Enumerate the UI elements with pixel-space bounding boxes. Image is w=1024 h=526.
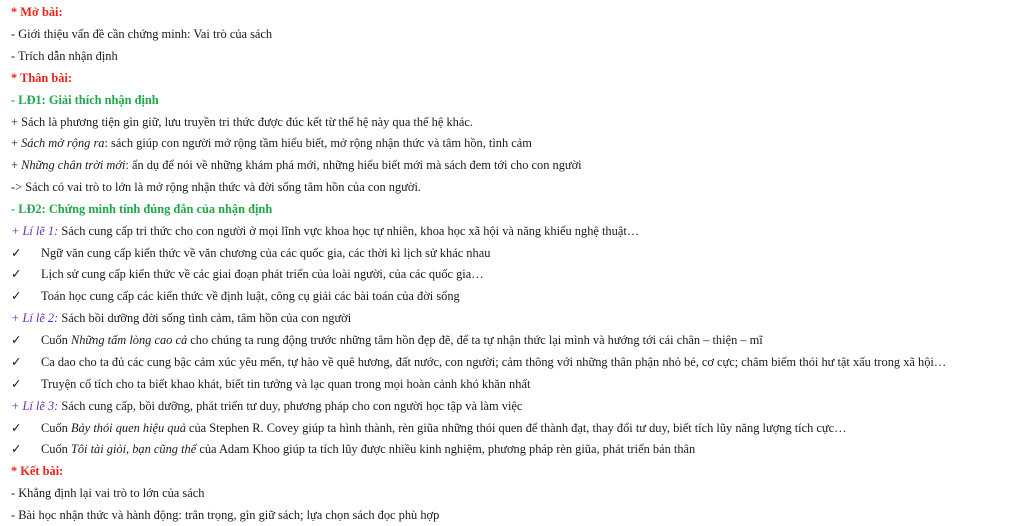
example-text: Ca dao cho ta đủ các cung bậc cảm xúc yêu mến, tự hào về quê hương, đất nước, con người; cảm thông với những thân phận nhỏ bé, cơ cực; châm biếm thói hư tật xấu trong xã hội…	[41, 355, 947, 369]
example-text: của Adam Khoo giúp ta tích lũy được nhiều kinh nghiệm, phương pháp rèn giũa, phát triển bản thân	[196, 442, 696, 456]
heading-ket-bai: * Kết bài:	[11, 464, 64, 478]
argument-2-example-1	[11, 330, 763, 350]
example-text: Cuốn	[41, 333, 71, 347]
check-icon: ✓	[11, 246, 22, 260]
heading-ld1: - LĐ1: Giải thích nhận định	[11, 93, 159, 107]
argument-text: Sách bồi dưỡng đời sống tình cảm, tâm hồn của con người	[58, 311, 352, 325]
example-text: Cuốn	[41, 442, 71, 456]
check-icon: ✓	[11, 377, 22, 391]
argument-label: + Lí lẽ 2:	[11, 311, 59, 325]
ld1-item-2	[11, 133, 532, 153]
ld1-item-3	[11, 155, 582, 175]
check-icon: ✓	[11, 333, 22, 347]
check-icon: ✓	[11, 442, 22, 456]
example-text: Toán học cung cấp các kiến thức về định luật, công cụ giải các bài toán của đời sống	[41, 289, 460, 303]
ld1-conclusion: -> Sách có vai trò to lớn là mở rộng nhận thức và đời sống tâm hồn của con người.	[11, 180, 422, 194]
term: Sách mở rộng ra	[21, 136, 105, 150]
ld1-item-1: + Sách là phương tiện gìn giữ, lưu truyền tri thức được đúc kết từ thế hệ này qua thế hệ khác.	[11, 115, 473, 129]
argument-1	[11, 221, 639, 241]
example-text: Cuốn	[41, 421, 71, 435]
prefix: +	[11, 158, 22, 172]
argument-label: + Lí lẽ 3:	[11, 399, 59, 413]
text: : ẩn dụ để nói về những khám phá mới, những hiểu biết mới mà sách đem tới cho con người	[125, 158, 582, 172]
mo-bai-item-1: - Giới thiệu vấn đề cần chứng minh: Vai trò của sách	[11, 27, 273, 41]
check-icon: ✓	[11, 267, 22, 281]
argument-1-example-1	[11, 243, 490, 263]
argument-1-example-3	[11, 286, 460, 306]
example-text: cho chúng ta rung động trước những tâm hồn đẹp đẽ, để ta tự nhận thức lại mình và hướng tới cái chân – thiện – mĩ	[187, 333, 763, 347]
heading-than-bai: * Thân bài:	[11, 71, 73, 85]
text: : sách giúp con người mở rộng tầm hiểu biết, mở rộng nhận thức và tâm hồn, tình cảm	[104, 136, 532, 150]
ket-bai-item-2: - Bài học nhận thức và hành động: trân trọng, gìn giữ sách; lựa chọn sách đọc phù hợp	[11, 508, 440, 522]
argument-text: Sách cung cấp, bồi dưỡng, phát triển tư duy, phương pháp cho con người học tập và làm việc	[58, 399, 523, 413]
argument-3-example-1	[11, 418, 847, 438]
mo-bai-item-2: - Trích dẫn nhận định	[11, 49, 118, 63]
heading-mo-bai: * Mở bài:	[11, 5, 63, 19]
argument-2	[11, 308, 351, 328]
example-text: Lịch sử cung cấp kiến thức về các giai đoạn phát triển của loài người, của các quốc gia…	[41, 267, 484, 281]
check-icon: ✓	[11, 289, 22, 303]
argument-1-example-2	[11, 264, 484, 284]
check-icon: ✓	[11, 421, 22, 435]
example-text: Truyện cổ tích cho ta biết khao khát, biết tin tưởng và lạc quan trong mọi hoàn cảnh khó khăn nhất	[41, 377, 531, 391]
book-title: Bảy thói quen hiệu quả	[70, 421, 186, 435]
term: Những chân trời mới	[21, 158, 126, 172]
argument-3	[11, 396, 522, 416]
check-icon: ✓	[11, 355, 22, 369]
argument-2-example-2	[11, 352, 946, 372]
argument-label: + Lí lẽ 1:	[11, 224, 59, 238]
book-title: Tôi tài giỏi, bạn cũng thế	[70, 442, 197, 456]
prefix: +	[11, 136, 22, 150]
ket-bai-item-1: - Khẳng định lại vai trò to lớn của sách	[11, 486, 205, 500]
example-text: Ngữ văn cung cấp kiến thức về văn chương của các quốc gia, các thời kì lịch sử khác nhau	[41, 246, 491, 260]
argument-3-example-2	[11, 439, 695, 459]
example-text: của Stephen R. Covey giúp ta hình thành, rèn giũa những thói quen để thành đạt, thay đổi tư duy, biết tích lũy năng lượng tích cực…	[185, 421, 847, 435]
heading-ld2: - LĐ2: Chứng minh tính đúng đắn của nhận định	[11, 202, 273, 216]
argument-text: Sách cung cấp tri thức cho con người ở mọi lĩnh vực khoa học tự nhiên, khoa học xã hội và năng khiếu nghệ thuật…	[58, 224, 640, 238]
book-title: Những tấm lòng cao cả	[70, 333, 188, 347]
argument-2-example-3	[11, 374, 530, 394]
